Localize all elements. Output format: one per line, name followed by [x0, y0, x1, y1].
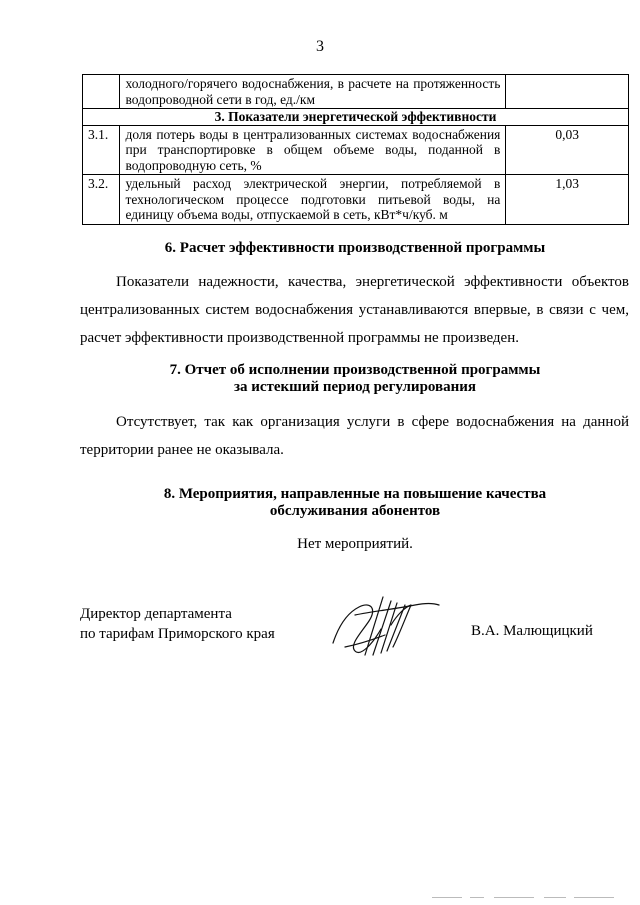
- row-description: холодного/горячего водоснабжения, в расчете на протяженность водопроводной сети в год, ед./км: [120, 75, 506, 109]
- row-description: удельный расход электрической энергии, потребляемой в технологическом процессе подготовки питьевой воды, на единицу объема воды, отпускаемой в сеть, кВт*ч/куб. м: [120, 175, 506, 225]
- row-number: [83, 75, 120, 109]
- section7-title-line1: 7. Отчет об исполнении производственной программы: [169, 362, 541, 378]
- section6-paragraph: Показатели надежности, качества, энергетической эффективности объектов централизованных систем водоснабжения устанавливаются впервые, в связи с чем, расчет эффективности производственной программы не произведен.: [80, 274, 629, 346]
- section7-paragraph: Отсутствует, так как организация услуги в сфере водоснабжения на данной территории ранее не оказывала.: [80, 414, 629, 458]
- signatory-position-line2: по тарифам Приморского края: [80, 626, 275, 642]
- section8-title: [80, 486, 630, 520]
- signatory-position-line1: Директор департамента: [80, 606, 232, 622]
- table-section-title: 3. Показатели энергетической эффективности: [83, 109, 629, 126]
- indicators-table: [82, 74, 629, 225]
- handwritten-signature: [325, 585, 445, 665]
- signatory-name: В.А. Малющицкий: [471, 623, 593, 639]
- row-number: 3.2.: [83, 175, 120, 225]
- table-section-row: [83, 109, 629, 126]
- row-value: 0,03: [506, 125, 629, 175]
- section8-title-line2: обслуживания абонентов: [269, 503, 441, 519]
- section7-title-line2: за истекший период регулирования: [233, 379, 477, 395]
- row-number: 3.1.: [83, 125, 120, 175]
- section6-title: 6. Расчет эффективности производственной программы: [164, 240, 546, 256]
- row-description: доля потерь воды в централизованных системах водоснабжения при транспортировке в общем объеме воды, поданной в водопроводную сеть, %: [120, 125, 506, 175]
- row-value: 1,03: [506, 175, 629, 225]
- page-number: 3: [316, 38, 324, 55]
- table-row: [83, 125, 629, 175]
- table-row: [83, 175, 629, 225]
- signatory-position: [80, 604, 275, 644]
- scan-artifact: [574, 897, 614, 898]
- scan-artifact: [544, 897, 566, 898]
- scan-artifact: [470, 897, 484, 898]
- scan-artifact: [432, 897, 462, 898]
- section8-title-line1: 8. Мероприятия, направленные на повышение качества: [163, 486, 547, 502]
- section8-paragraph: Нет мероприятий.: [297, 536, 413, 552]
- section7-title: [80, 362, 630, 396]
- table-row: [83, 75, 629, 109]
- row-value: [506, 75, 629, 109]
- scan-artifact: [494, 897, 534, 898]
